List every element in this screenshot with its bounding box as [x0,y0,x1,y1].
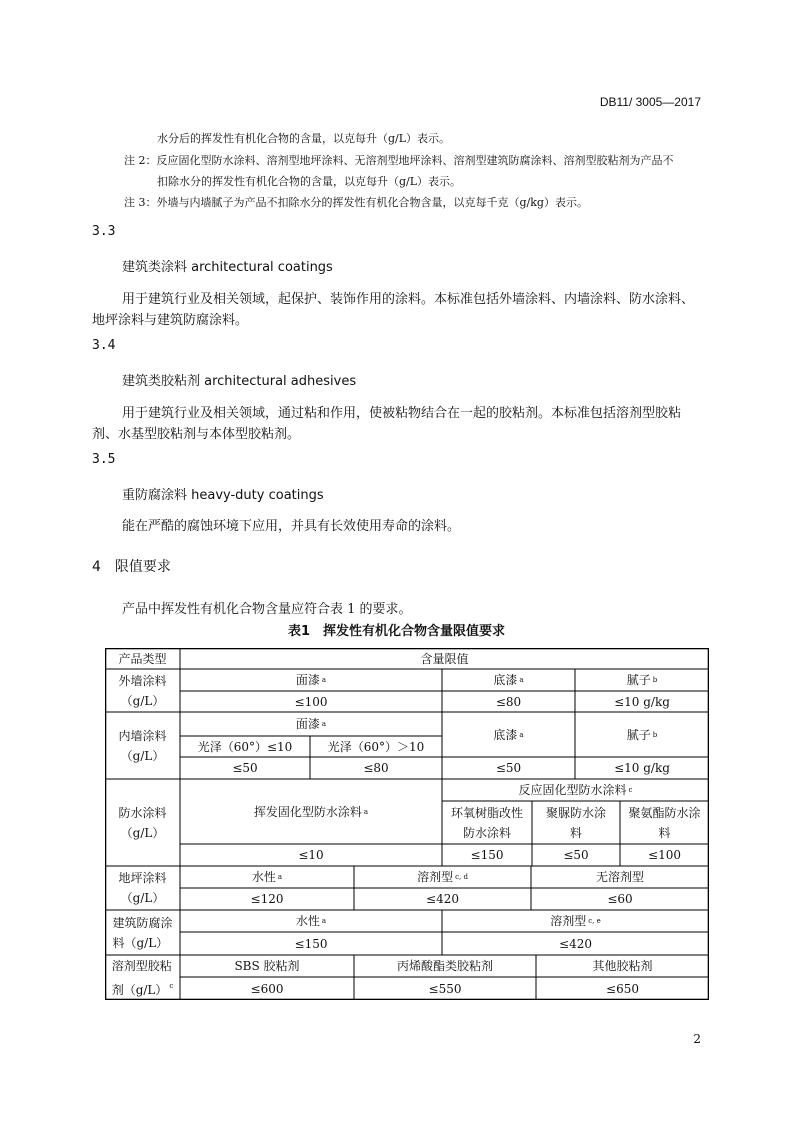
footnote-marker: a [321,676,327,684]
inner-putty-label: 腻子 [626,727,651,742]
inner-primer-value: ≤50 [495,761,522,775]
adhesive-acrylate-header: 丙烯酸酯类胶粘剂 [396,959,493,973]
inner-putty-header [575,712,709,757]
clause-definition: 能在严酷的腐蚀环境下应用，并具有长效使用寿命的涂料。 [122,519,461,534]
anticorr-solvent-label: 溶剂型 [550,914,587,928]
outer-putty-header [575,669,709,691]
chapter-heading [92,556,171,576]
epoxy-label-line-2: 防水涂料 [462,825,511,840]
inner-primer-label: 底漆 [493,727,518,742]
footnote-marker: c [169,981,174,990]
row-label-inner-wall [105,712,180,779]
document-code: DB11/ 3005—2017 [599,95,701,109]
floor-water-label: 水性 [251,870,276,884]
adhesive-acrylate-value: ≤550 [428,981,462,996]
polyurethane-label-line-2: 料 [658,825,671,840]
clause-term: 建筑类胶粘剂 architectural adhesives [122,374,357,389]
waterproof-name: 防水涂料 [118,805,167,820]
polyurethane-label-line-1: 聚氨酯防水涂 [628,805,701,820]
waterproof-polyurethane-value: ≤100 [648,848,681,862]
adhesive-other-value: ≤650 [606,981,639,996]
footnote-marker: b [652,676,658,684]
anticorr-solvent-value: ≤420 [559,936,592,951]
row-label-outer-wall [105,669,180,712]
inner-primer-header [442,712,575,757]
inner-topcoat-label: 面漆 [295,717,320,731]
row-label-floor [105,866,180,910]
outer-putty-label: 腻子 [626,673,651,687]
adhesive-sbs-value: ≤600 [250,981,284,996]
outer-primer-header [442,669,575,691]
floor-solventless-header: 无溶剂型 [595,870,644,884]
waterproof-reactive-label: 反应固化型防水涂料 [518,783,627,797]
waterproof-polyurea-header [532,801,620,844]
outer-primer-value: ≤80 [495,694,522,709]
floor-unit: （g/L） [120,891,165,905]
waterproof-epoxy-header [442,801,532,844]
table-header-product-type: 产品类型 [118,651,167,666]
floor-name: 地坪涂料 [118,871,167,885]
floor-solvent-label: 溶剂型 [417,870,454,884]
polyurea-label-line-2: 料 [569,825,582,840]
inner-topcoat-header [180,712,442,736]
clause-term: 重防腐涂料 heavy-duty coatings [122,488,324,503]
footnote-marker: a [321,720,327,728]
adhesive-other-header: 其他胶粘剂 [592,959,653,973]
outer-topcoat-header [180,669,442,691]
inner-gloss-low-value: ≤50 [232,761,258,775]
note-2-line-2: 扣除水分的挥发性有机化合物的含量，以克每升（g/L）表示。 [157,175,462,188]
footnote-marker: a [277,873,283,881]
anticorr-water-value: ≤150 [294,936,328,951]
waterproof-polyurea-value: ≤50 [563,848,589,862]
clause-number: 3.4 [92,338,116,353]
inner-wall-unit: （g/L） [120,748,165,763]
floor-water-header [180,866,354,888]
page-number: 2 [693,1032,701,1046]
inner-gloss-high-header: 光泽（60°）＞10 [327,739,425,754]
footnote-marker: c, e [588,917,601,925]
anticorr-name-line-2: 料（g/L） [112,935,169,950]
clause-number: 3.5 [92,452,116,467]
floor-solventless-value: ≤60 [607,892,633,906]
footnote-marker: c [628,786,633,794]
waterproof-polyurethane-header [620,801,709,844]
footnote-marker: a [321,917,327,925]
waterproof-unit: （g/L） [120,825,165,840]
inner-wall-name: 内墙涂料 [118,728,167,743]
floor-solvent-header [354,866,531,888]
row-label-anticorrosion [105,910,180,955]
row-label-solvent-adhesive [105,955,180,1000]
chapter-number: 4 [92,559,101,575]
inner-gloss-low-header: 光泽（60°）≤10 [197,739,293,754]
waterproof-volatile-value: ≤10 [298,848,324,862]
waterproof-volatile-label: 挥发固化型防水涂料 [253,804,362,819]
chapter-intro: 产品中挥发性有机化合物含量应符合表 1 的要求。 [122,602,412,617]
footnote-marker: a [519,676,524,684]
adhesive-name-line-1: 溶剂型胶粘 [111,958,172,973]
voc-limit-table [105,648,709,1000]
outer-topcoat-label: 面漆 [295,673,320,687]
clause-definition: 用于建筑行业及相关领域，通过粘和作用，使被粘物结合在一起的胶粘剂。本标准包括溶剂型胶粘 [122,406,682,421]
adhesive-name-line-2: 剂（g/L） [111,982,168,997]
note-2-line-1: 注 2：反应固化型防水涂料、溶剂型地坪涂料、无溶剂型地坪涂料、溶剂型建筑防腐涂料、溶剂型胶粘剂为产品不 [124,154,674,167]
outer-topcoat-value: ≤100 [294,694,328,709]
floor-solvent-value: ≤420 [426,892,459,906]
inner-putty-value: ≤10 g/kg [614,761,670,775]
anticorr-solvent-header [442,910,709,932]
clause-definition: 用于建筑行业及相关领域，起保护、装饰作用的涂料。本标准包括外墙涂料、内墙涂料、防水涂料、 [122,292,695,307]
outer-putty-value: ≤10 g/kg [614,694,670,709]
footnote-marker: c, d [455,873,468,881]
chapter-title: 限值要求 [114,559,171,575]
anticorr-name-line-1: 建筑防腐涂 [112,915,173,930]
waterproof-epoxy-value: ≤150 [470,848,504,862]
table-header-content-limit: 含量限值 [420,651,469,666]
clause-number: 3.3 [92,224,116,239]
waterproof-reactive-header [442,779,709,801]
floor-water-value: ≤120 [250,892,284,906]
waterproof-volatile-header [180,779,442,844]
adhesive-sbs-header: SBS 胶粘剂 [234,959,300,973]
row-label-waterproof [105,779,180,866]
note-1-continuation: 水分后的挥发性有机化合物的含量，以克每升（g/L）表示。 [157,132,451,145]
anticorr-water-label: 水性 [295,914,320,928]
note-3: 注 3：外墙与内墙腻子为产品不扣除水分的挥发性有机化合物含量，以克每千克（g/kg）表示。 [124,196,588,209]
epoxy-label-line-1: 环氧树脂改性 [450,805,523,820]
outer-primer-label: 底漆 [493,673,518,687]
clause-definition: 地坪涂料与建筑防腐涂料。 [92,313,249,328]
anticorr-water-header [180,910,442,932]
outer-wall-name: 外墙涂料 [118,673,167,688]
table-caption: 表1 挥发性有机化合物含量限值要求 [287,624,506,639]
polyurea-label-line-1: 聚脲防水涂 [545,805,606,820]
clause-term: 建筑类涂料 architectural coatings [122,260,333,275]
footnote-marker: a [363,807,369,816]
footnote-marker: a [519,730,524,739]
footnote-marker: b [652,730,658,739]
clause-definition: 剂、水基型胶粘剂与本体型胶粘剂。 [92,427,301,442]
outer-wall-unit: （g/L） [120,693,165,708]
inner-gloss-high-value: ≤80 [363,761,389,775]
